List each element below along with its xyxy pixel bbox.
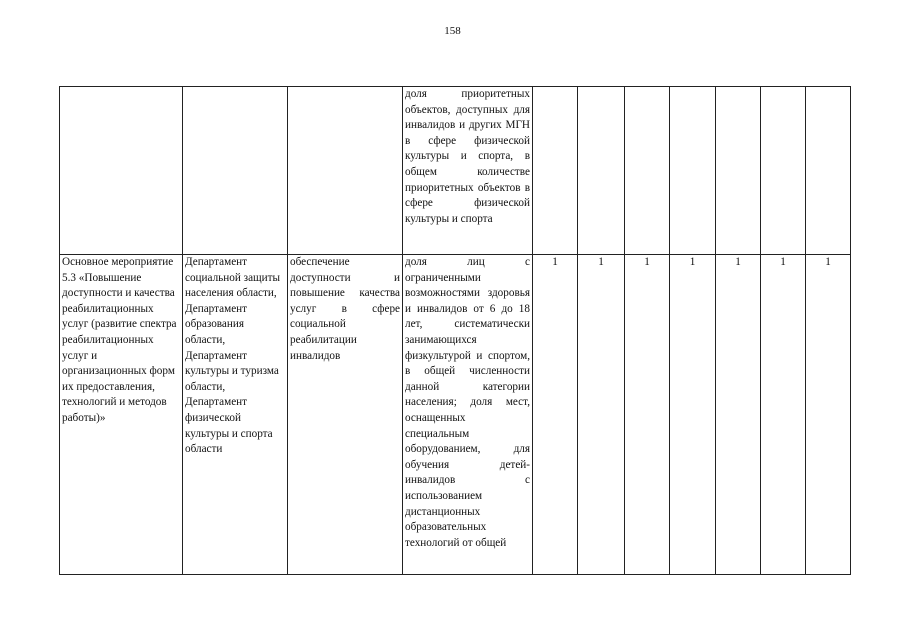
program-table [59, 86, 851, 575]
value-cell [761, 87, 806, 255]
value-cell [625, 87, 670, 255]
task-cell [288, 87, 403, 255]
value-cell: 1 [761, 255, 806, 575]
value-cell: 1 [670, 255, 716, 575]
value-cell [578, 87, 625, 255]
table-row [60, 255, 851, 575]
table-row [60, 87, 851, 255]
activity-cell: Основное мероприятие 5.3 «Повышение доступности и качества реабилитационных услуг (развитие спектра реабилитационных услуг и организационных форм их предоставления, технологий и методов работы)» [60, 255, 183, 575]
value-cell [806, 87, 851, 255]
value-cell: 1 [578, 255, 625, 575]
page-number: 158 [444, 25, 461, 37]
indicator-cell: доля приоритетных объектов, доступных для инвалидов и других МГН в сфере физической культуры и спорта, в общем количестве приоритетных объектов в сфере физической культуры и спорта [403, 87, 533, 255]
value-cell [533, 87, 578, 255]
value-cell: 1 [806, 255, 851, 575]
value-cell [670, 87, 716, 255]
task-cell: обеспечение доступности и повышение качества услуг в сфере социальной реабилитации инвалидов [288, 255, 403, 575]
indicator-cell: доля лиц с ограниченными возможностями здоровья и инвалидов от 6 до 18 лет, систематически занимающихся физкультурой и спортом, в общей численности данной категории населения; доля мест, оснащенных специальным оборудованием, для обучения детей-инвалидов с использованием дистанционных образовательных технологий от общей [403, 255, 533, 575]
activity-cell [60, 87, 183, 255]
value-cell: 1 [716, 255, 761, 575]
value-cell [716, 87, 761, 255]
value-cell: 1 [625, 255, 670, 575]
value-cell: 1 [533, 255, 578, 575]
executor-cell: Департамент социальной защиты населения области, Департамент образования области, Департамент культуры и туризма области, Департамент физической культуры и спорта области [183, 255, 288, 575]
executor-cell [183, 87, 288, 255]
